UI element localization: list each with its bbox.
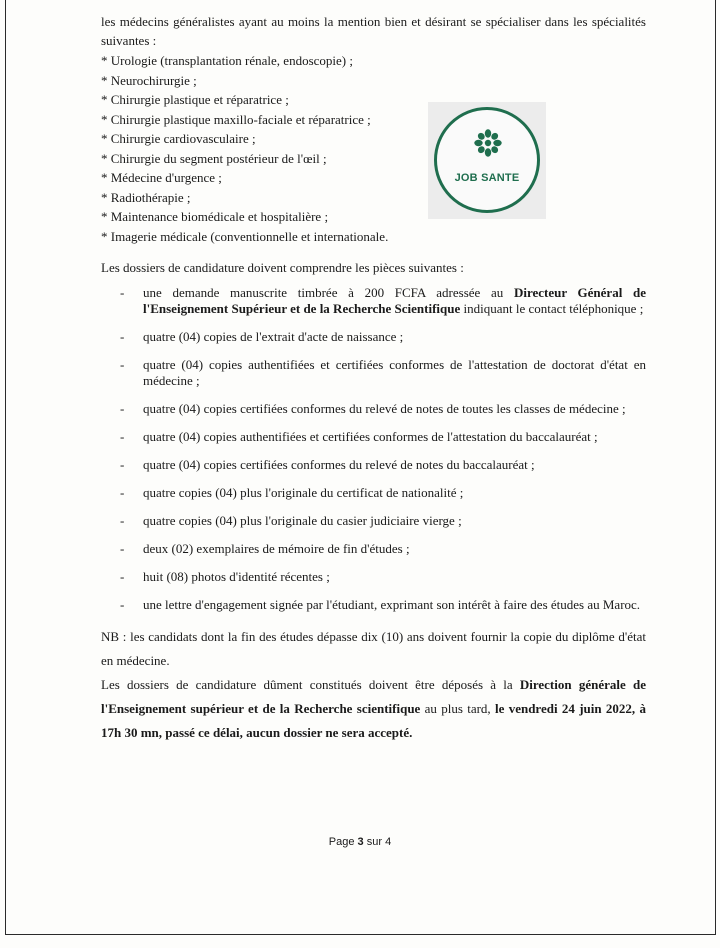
item-text: quatre (04) copies certifiées conformes du relevé de notes de toutes les classes de médecine ;: [143, 401, 626, 416]
item-text: une lettre d'engagement signée par l'étudiant, exprimant son intérêt à faire des études au Maroc.: [143, 597, 641, 612]
item-text: indiquant le contact téléphonique ;: [460, 301, 644, 316]
watermark-text: JOB SANTE: [454, 172, 520, 184]
item-text: une demande manuscrite timbrée à 200 FCFA adressée au: [143, 285, 514, 300]
list-dash: -: [120, 429, 125, 444]
specialty-list: [101, 51, 646, 246]
specialty-item: * Neurochirurgie ;: [101, 72, 197, 88]
specialty-item: * Maintenance biomédicale et hospitalière ;: [101, 209, 329, 224]
flower-icon: [471, 126, 505, 160]
item-text: huit (08) photos d'identité récentes ;: [143, 569, 330, 584]
document-item: [101, 513, 646, 529]
list-dash: -: [120, 285, 125, 300]
specialty-item: * Chirurgie du segment postérieur de l'œil ;: [101, 150, 327, 166]
item-bold-text: Directeur Général de l'Enseignement Supérieur et de la Recherche Scientifique: [143, 285, 646, 316]
page-border-left: [5, 0, 6, 934]
submission-paragraph: [101, 673, 646, 745]
list-dash: -: [120, 485, 125, 500]
nb-paragraph: NB : les candidats dont la fin des études dépasse dix (10) ans doivent fournir la copie du diplôme d'état en médecine.: [101, 629, 646, 668]
item-text: quatre (04) copies de l'extrait d'acte de naissance ;: [143, 329, 404, 344]
list-dash: -: [120, 569, 125, 584]
item-text: quatre copies (04) plus l'originale du certificat de nationalité ;: [143, 485, 464, 500]
specialty-item: * Urologie (transplantation rénale, endoscopie) ;: [101, 53, 353, 68]
item-text: quatre (04) copies authentifiées et certifiées conformes de l'attestation du baccalauréat ;: [143, 429, 598, 444]
paragraph-text: Les dossiers de candidature dûment constitués doivent être déposés à la: [101, 677, 520, 692]
specialty-item: * Médecine d'urgence ;: [101, 170, 222, 185]
document-item: [101, 285, 646, 317]
item-text: deux (02) exemplaires de mémoire de fin d'études ;: [143, 541, 410, 556]
page-number-prefix: Page: [328, 836, 358, 848]
document-item: [101, 429, 646, 445]
list-dash: -: [120, 513, 125, 528]
item-text: quatre (04) copies certifiées conformes du relevé de notes du baccalauréat ;: [143, 457, 535, 472]
watermark-circle: [434, 107, 540, 213]
job-sante-watermark: [428, 102, 546, 219]
list-dash: -: [120, 329, 125, 344]
list-dash: -: [120, 597, 125, 612]
list-dash: -: [120, 541, 125, 556]
page-number-suffix: sur 4: [363, 836, 392, 848]
document-item: [101, 457, 646, 473]
page-number-current: 3: [357, 836, 364, 848]
list-dash: -: [120, 401, 125, 416]
paragraph-bold-text: Direction générale de l'Enseignement supérieur et de la Recherche scientifique: [101, 677, 646, 716]
document-page: [101, 12, 646, 745]
page-border-bottom: [5, 934, 716, 935]
intro-paragraph: les médecins généralistes ayant au moins la mention bien et désirant se spécialiser dans les spécialités suivantes :: [101, 14, 646, 48]
list-dash: -: [120, 357, 125, 372]
document-item: [101, 329, 646, 345]
document-item: [101, 401, 646, 417]
list-dash: -: [120, 457, 125, 472]
specialty-item: * Imagerie médicale (conventionnelle et internationale.: [101, 228, 389, 244]
page-number: [0, 836, 720, 848]
specialty-item: * Chirurgie plastique maxillo-faciale et réparatrice ;: [101, 111, 371, 127]
specialty-item: * Radiothérapie ;: [101, 189, 191, 205]
required-documents-list: [101, 285, 646, 613]
deadline-text: le vendredi 24 juin 2022, à 17h 30 mn, passé ce délai, aucun dossier ne sera accepté.: [101, 701, 646, 740]
page-border-right: [715, 0, 716, 934]
paragraph-text: au plus tard,: [420, 701, 495, 716]
document-item: [101, 569, 646, 585]
document-item: [101, 597, 646, 613]
specialty-item: * Chirurgie plastique et réparatrice ;: [101, 92, 289, 107]
item-text: quatre (04) copies authentifiées et certifiées conformes de l'attestation de doctorat d'état en médecine ;: [143, 357, 646, 388]
document-item: [101, 541, 646, 557]
dossiers-heading: Les dossiers de candidature doivent comprendre les pièces suivantes :: [101, 260, 464, 275]
item-text: quatre copies (04) plus l'originale du casier judiciaire vierge ;: [143, 513, 462, 528]
document-item: [101, 357, 646, 389]
specialty-item: * Chirurgie cardiovasculaire ;: [101, 131, 256, 146]
document-item: [101, 485, 646, 501]
